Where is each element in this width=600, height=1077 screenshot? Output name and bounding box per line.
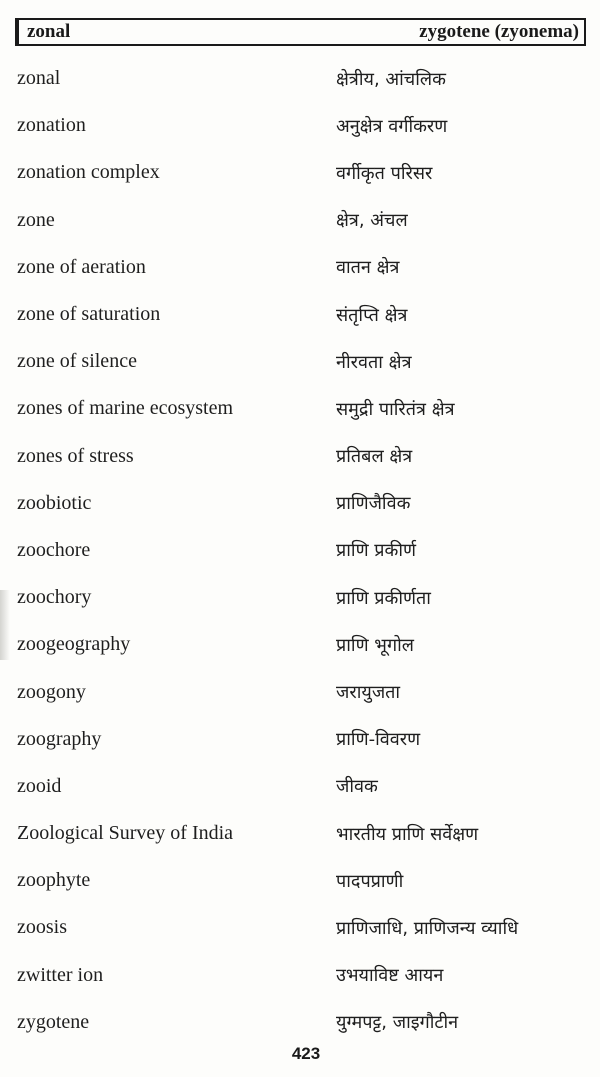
entry-term: zygotene bbox=[17, 1010, 90, 1033]
entry-row bbox=[0, 338, 600, 385]
entry-translation: नीरवता क्षेत्र bbox=[336, 351, 412, 373]
entry-term: zoogeography bbox=[17, 633, 131, 656]
entry-row bbox=[0, 621, 600, 668]
entry-row bbox=[0, 385, 600, 432]
entry-term: zooid bbox=[17, 774, 62, 797]
entry-translation: वर्गीकृत परिसर bbox=[336, 162, 433, 184]
entry-translation: युग्मपट्ट, जाइगौटीन bbox=[336, 1012, 459, 1034]
entry-row bbox=[0, 763, 600, 810]
entry-translation: भारतीय प्राणि सर्वेक्षण bbox=[336, 823, 479, 845]
entry-term: zoosis bbox=[17, 916, 67, 939]
header-last-word: zygotene (zyonema) bbox=[419, 21, 579, 42]
entry-translation: जरायुजता bbox=[336, 682, 401, 704]
entry-row bbox=[0, 857, 600, 904]
entry-row bbox=[0, 55, 600, 102]
entry-translation: अनुक्षेत्र वर्गीकरण bbox=[336, 115, 448, 137]
entry-term: zone of silence bbox=[17, 350, 137, 373]
running-header bbox=[17, 18, 586, 46]
entry-term: zones of marine ecosystem bbox=[17, 397, 234, 420]
entry-row bbox=[0, 480, 600, 527]
page-number: 423 bbox=[291, 1044, 321, 1063]
entry-row bbox=[0, 668, 600, 715]
entry-translation: संतृप्ति क्षेत्र bbox=[336, 304, 408, 326]
entry-term: zonal bbox=[17, 67, 61, 90]
entry-term: zone of saturation bbox=[17, 303, 161, 326]
entry-row bbox=[0, 952, 600, 999]
entry-term: zone bbox=[17, 208, 55, 231]
entry-row bbox=[0, 999, 600, 1046]
entry-row bbox=[0, 149, 600, 196]
entry-translation: क्षेत्रीय, आंचलिक bbox=[336, 68, 446, 90]
entry-translation: प्राणिजैविक bbox=[336, 493, 411, 515]
entry-translation: वातन क्षेत्र bbox=[336, 257, 400, 279]
entry-translation: प्राणि-विवरण bbox=[336, 729, 421, 751]
entry-translation: प्राणिजाधि, प्राणिजन्य व्याधि bbox=[336, 917, 519, 939]
entry-translation: उभयाविष्ट आयन bbox=[336, 965, 444, 987]
entry-row bbox=[0, 716, 600, 763]
entry-row bbox=[0, 904, 600, 951]
entry-row bbox=[0, 574, 600, 621]
entry-translation: प्राणि भूगोल bbox=[336, 634, 414, 656]
entry-row bbox=[0, 527, 600, 574]
entry-term: zoophyte bbox=[17, 869, 91, 892]
entry-term: zonation complex bbox=[17, 161, 160, 184]
header-first-word: zonal bbox=[27, 21, 71, 42]
entry-row bbox=[0, 810, 600, 857]
entry-translation: प्राणि प्रकीर्ण bbox=[336, 540, 417, 562]
entry-term: zoogony bbox=[17, 680, 86, 703]
entry-list bbox=[0, 55, 600, 1046]
entry-term: zoochory bbox=[17, 586, 92, 609]
entry-term: zonation bbox=[17, 114, 86, 137]
entry-term: zoochore bbox=[17, 538, 91, 561]
entry-translation: जीवक bbox=[336, 776, 378, 798]
entry-row bbox=[0, 433, 600, 480]
entry-term: zoobiotic bbox=[17, 491, 92, 514]
entry-term: zoography bbox=[17, 727, 102, 750]
entry-translation: समुद्री पारितंत्र क्षेत्र bbox=[336, 398, 455, 420]
entry-row bbox=[0, 197, 600, 244]
entry-term: zwitter ion bbox=[17, 963, 104, 986]
entry-term: zone of aeration bbox=[17, 255, 146, 278]
entry-term: zones of stress bbox=[17, 444, 134, 467]
entry-row bbox=[0, 102, 600, 149]
entry-translation: प्रतिबल क्षेत्र bbox=[336, 446, 413, 468]
entry-translation: क्षेत्र, अंचल bbox=[336, 210, 408, 232]
entry-row bbox=[0, 291, 600, 338]
entry-row bbox=[0, 244, 600, 291]
entry-translation: प्राणि प्रकीर्णता bbox=[336, 587, 431, 609]
entry-translation: पादपप्राणी bbox=[336, 870, 404, 892]
entry-term: Zoological Survey of India bbox=[17, 822, 234, 845]
